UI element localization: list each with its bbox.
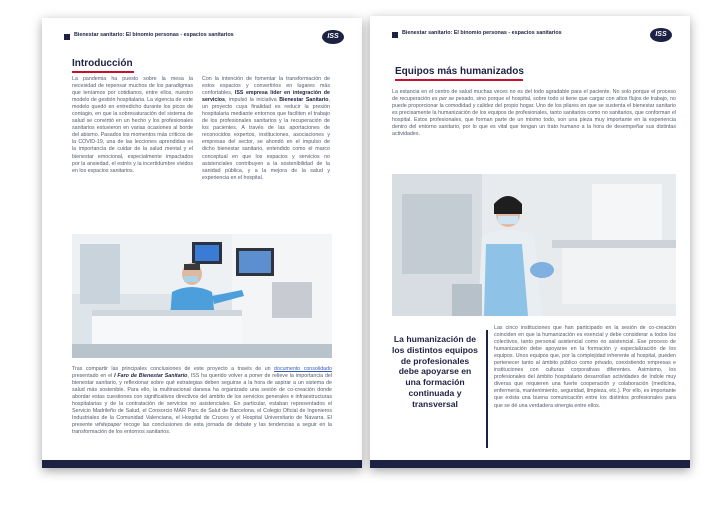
left-page xyxy=(42,18,362,468)
header-square-icon xyxy=(392,32,398,38)
faro-title-italic: I Faro de Bienestar Sanitario xyxy=(114,373,188,380)
page-header xyxy=(64,32,344,46)
bottom-text-a: Tras compartir las principales conclusiones de este proyecto a través de un xyxy=(72,366,275,372)
title-underline xyxy=(395,79,523,81)
documento-consolidado-link[interactable]: documento consolidado xyxy=(274,366,332,372)
whitepaper-italic: whitepaper xyxy=(95,422,122,429)
bottom-text-b: presentado en el xyxy=(72,373,115,380)
header-square-icon xyxy=(64,34,70,40)
header-title: Bienestar sanitario: El binomio personas - espacios sanitarios xyxy=(402,30,562,36)
quote-divider xyxy=(486,330,488,448)
iss-logo: ISS xyxy=(650,28,672,42)
page-footer-band xyxy=(42,460,362,468)
left-bottom-paragraph xyxy=(72,366,332,436)
header-title: Bienestar sanitario: El binomio personas - espacios sanitarios xyxy=(74,32,234,38)
section-title: Equipos más humanizados xyxy=(395,66,524,77)
photo-hospital-worker xyxy=(72,234,332,358)
intro-column-1: La pandemia ha puesto sobre la mesa la necesidad de repensar muchos de los paradigmas que teníamos por cotidianos, entre ellos, nuestro modelo de gestión hospitalaria. La vigencia de este modelo quedó en entredicho durante los picos de contagio, en que la sobresaturación del sistema de salud se convirtió en un hecho y los profesionales sanitarios estuvieron en varias ocasiones al borde del abismo. Pasados los momentos más críticos de la COVID-19, una de las lecciones aprendidas es la importancia de cuidar de la salud mental y el bienestar emocional, especialmente impactados por la ansiedad, el estrés y la incertidumbre vividos en los espacios sanitarios. xyxy=(72,76,193,174)
title-underline xyxy=(72,71,134,73)
col2-bold-initiative: Bienestar Sanitario xyxy=(279,97,329,104)
col2-bold-company: ISS empresa líder en integración de servicios xyxy=(202,90,330,104)
intro-text-c: pesado, sino porque el hospital, sobre todo si tiene que cargar con altos flujos de trabajo, no puede proporcionar la comodidad y calidez del propio hogar. Uno de los pilares en que se sustenta el bienestar sanitario es precisamente la humanización de los equipos de profesionales, tanto sanitarios como no sanitarios, que conforman el hospital. Estos profesionales, que forman parte de un mismo todo, son una pieza muy importante en la experiencia dentro del entorno sanitario, por lo que es vital que tengan un trato humano a la hora de desempeñar sus distintas actividades. xyxy=(392,96,676,138)
bottom-text-d: , ISS ha querido volver a poner de relieve la importancia del bienestar sanitario, y reflexionar sobre qué estrategias deben seguirse a la hora de aspirar a un sistema de salud más sostenible. Para ello, la multinacional danesa ha organizado una sesión de co-creación donde abordar estas cuestiones con significativos directivos del ámbito de los servicios generales e infraestructuras hospitalarias y de la contratación de servicios no asistenciales. En particular, estaban representados el Servicio Madrileño de Salud, el Consorcio MAR Parc de Salut de Barcelona, el Colegio Oficial de Ingenieros Industriales de la Comunidad Valenciana, el Hospital de Cruces y el Hospital Universitario de Navarra. El presente xyxy=(72,373,333,429)
col2-text-e: , un proyecto cuya finalidad es reducir la presión hospitalaria mediante entornos que faciliten el trabajo de los profesionales sanitarios y la recuperación de los pacientes. A través de las aportaciones de reconocidos expertos, instituciones, asociaciones y empresas del sector, se ahondó en el impulso de dicho bienestar sanitario, entendido como el marco conceptual en que los espacios y servicios no asistenciales contribuyen a la sostenibilidad de la sanidad pública, y a la mejora de la salud y experiencia en el hospital. xyxy=(202,97,331,181)
right-page xyxy=(370,16,690,468)
intro-column-2 xyxy=(202,76,330,182)
cleaning-photo-illustration xyxy=(392,174,676,316)
pull-quote: La humanización de los distintos equipos de profesionales debe apoyarse en una formación continuada y transversal xyxy=(392,334,478,409)
page-header xyxy=(392,30,672,44)
right-intro-paragraph xyxy=(392,89,676,138)
hospital-photo-illustration xyxy=(72,234,332,358)
section-title: Introducción xyxy=(72,58,133,69)
col2-text-a: Con la intención de fomentar la transformación de estos espacios y convertirlos en lugares más confortables, xyxy=(202,76,330,97)
page-footer-band xyxy=(370,460,690,468)
iss-logo: ISS xyxy=(322,30,344,44)
right-side-paragraph: Las cinco instituciones que han participado en la sesión de co-creación coinciden en que la humanización es esencial y debe considerar a todos los colectivos, tanto personal asistencial como no asistencial. Ese proceso de humanización debe apoyarse en la formación y especialización de los equipos. Unos equipos que, por la complejidad inherente al hospital, pueden pertenecer tanto al ámbito público como privado, coexistiendo empresas e instituciones con culturas corporativas diferentes. Asimismo, los profesionales del ámbito hospitalario desarrollan actividades de índole muy diversa que requieren una fuerte cooperación y colaboración (medicina, enfermería, mantenimiento, seguridad, limpieza, etc.). Por ello, es importante que exista una buena comunicación entre los distintos profesionales para que se dé una verdadera sinergia entre ellos. xyxy=(494,325,676,409)
bottom-text-f: recoge las conclusiones de esta jornada de debate y las tendencias a seguir en la transformación de los entornos sanitarios. xyxy=(72,422,332,436)
intro-text-a: La estancia en el centro de salud muchas veces no es del todo agradable para el paciente. No solo porque el proceso de recuperación xyxy=(392,89,676,103)
photo-cleaning-worker xyxy=(392,174,676,316)
intro-italic: es per se xyxy=(431,96,455,103)
col2-text-c: , impulsó la iniciativa xyxy=(224,97,280,104)
